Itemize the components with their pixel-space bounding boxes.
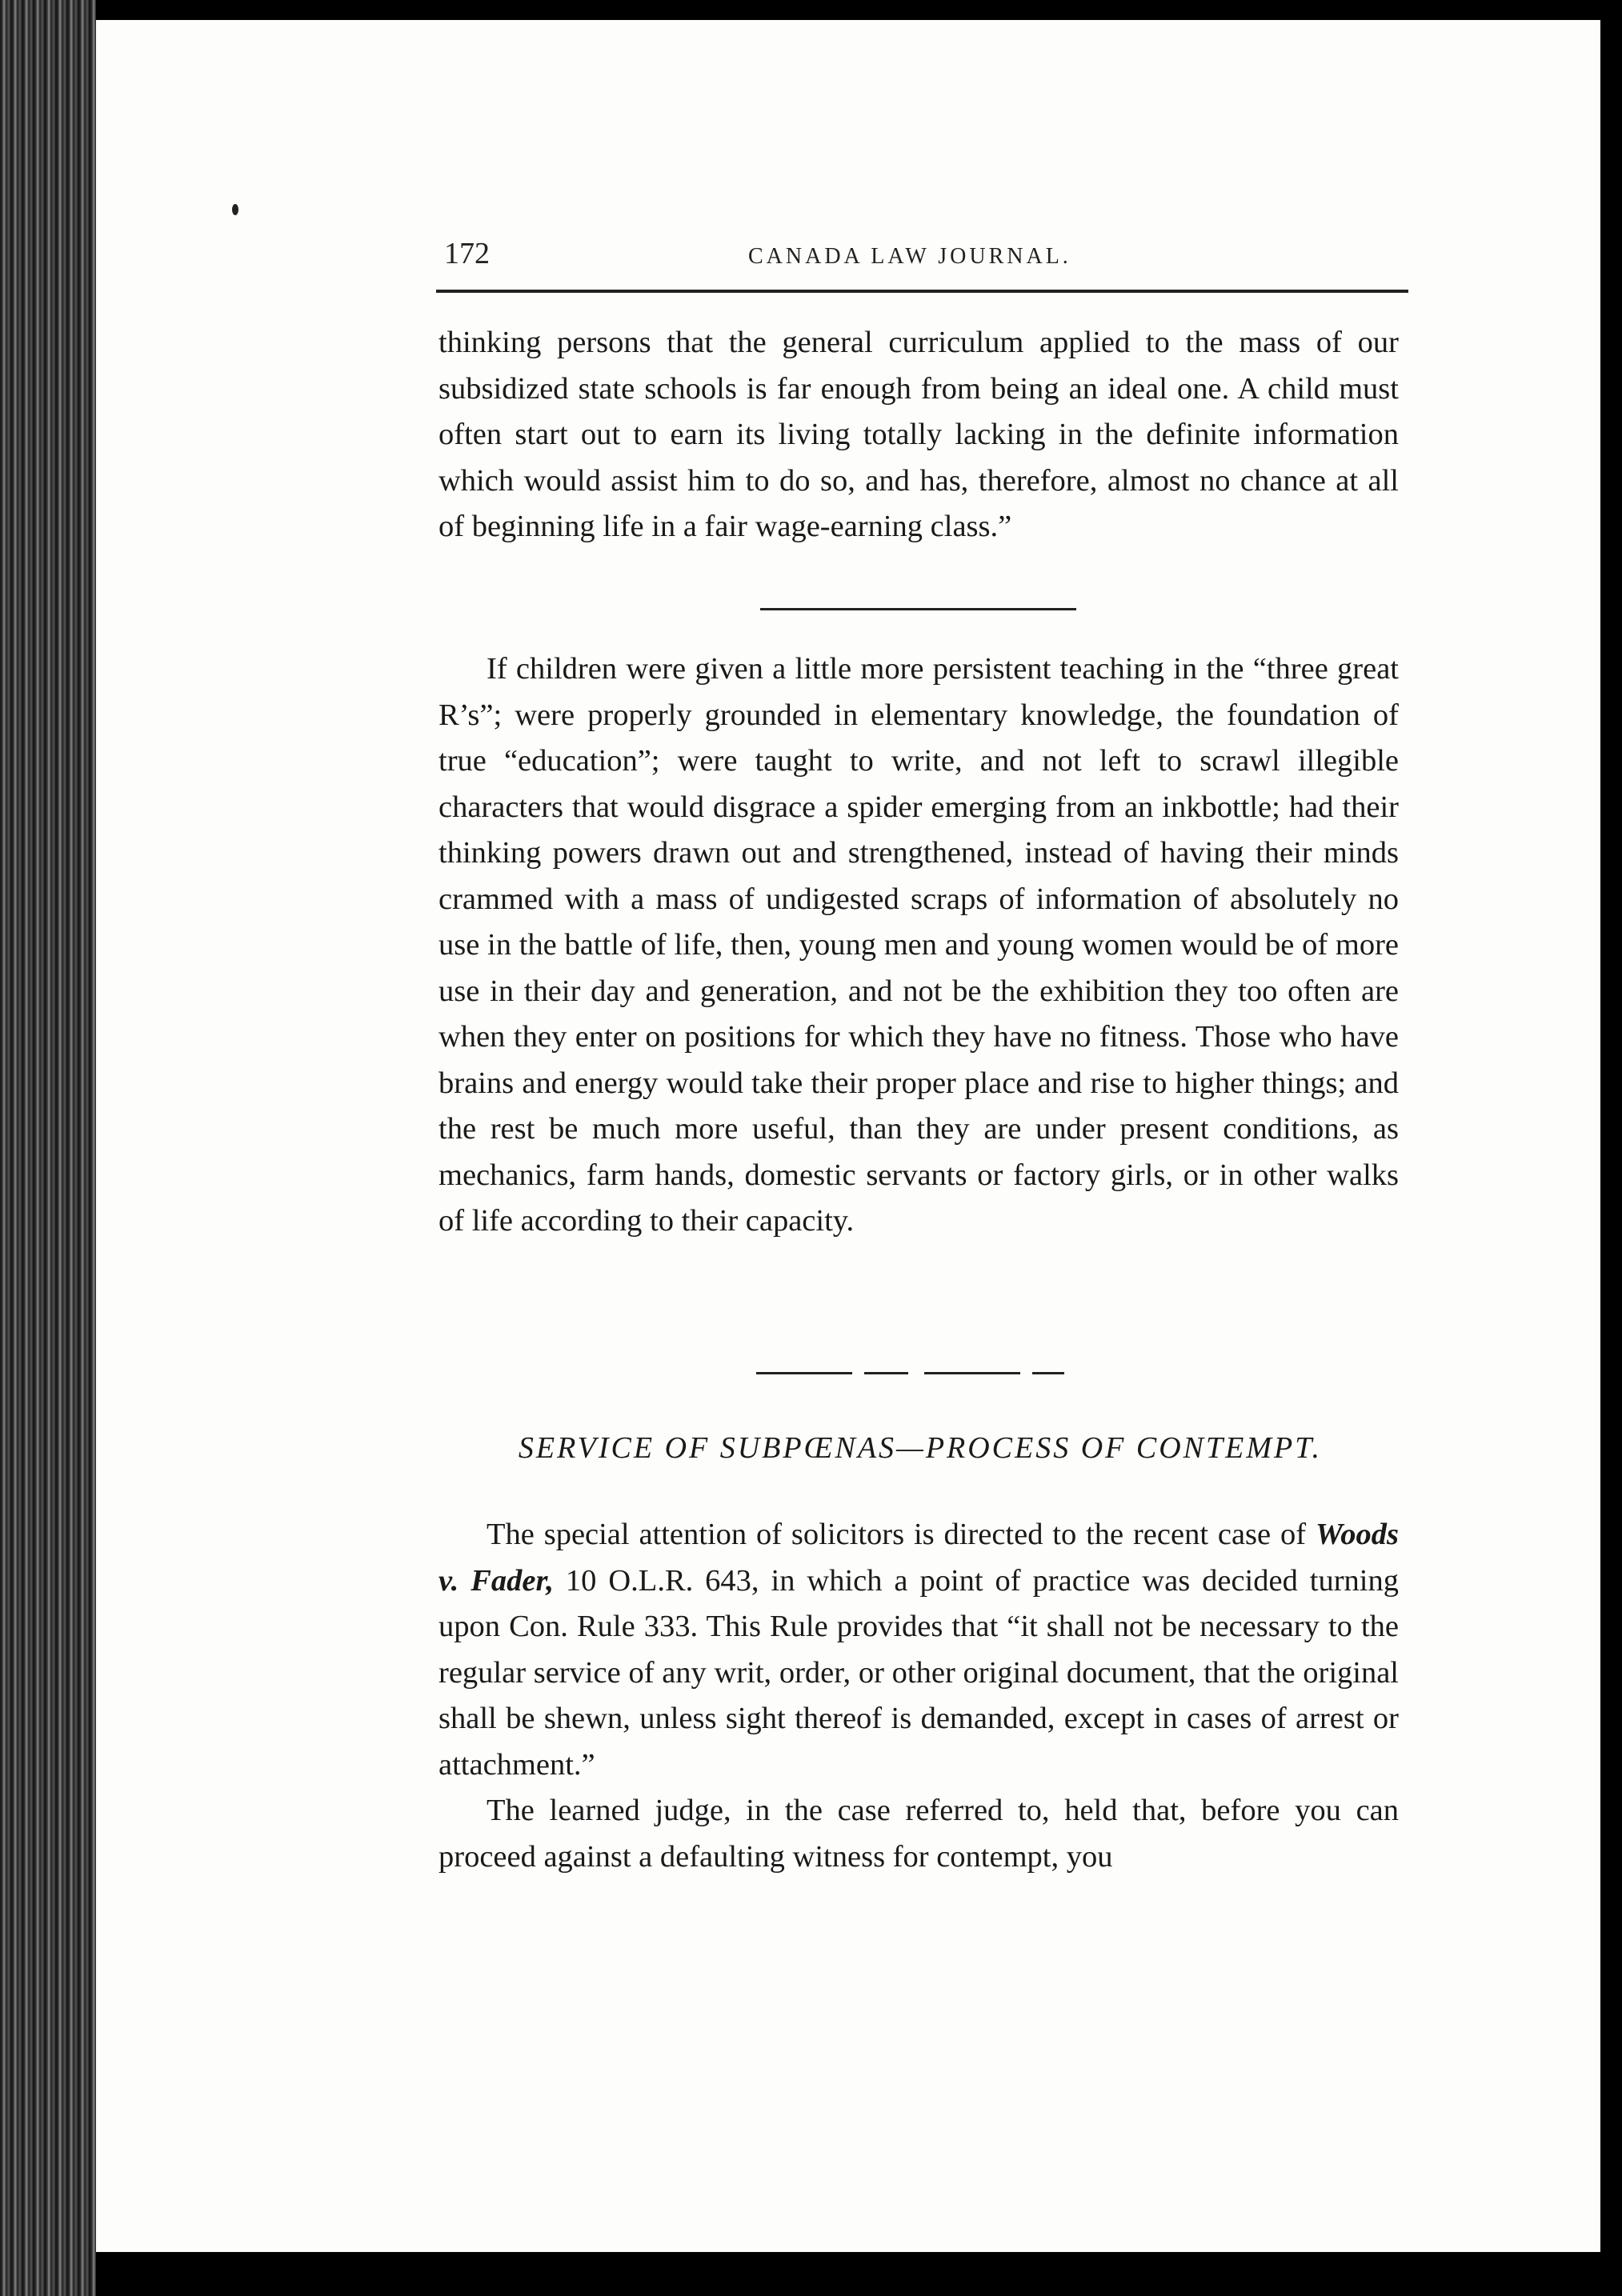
section-separator-rule-broken: [756, 1372, 1064, 1374]
section-heading: SERVICE OF SUBPŒNAS—PROCESS OF CONTEMPT.: [518, 1431, 1323, 1465]
running-head: CANADA LAW JOURNAL.: [748, 244, 1071, 269]
article-body: [439, 1512, 1399, 1880]
case-citation: Woods v. Fader,: [439, 1518, 1399, 1598]
paragraph-special-attention: [439, 1512, 1399, 1788]
page-header: [436, 236, 1408, 284]
section-separator-rule: [760, 608, 1076, 610]
header-rule: [436, 290, 1408, 293]
paragraph-text: 10 O.L.R. 643, in which a point of practice was decided turning upon Con. Rule 333. This Rule provides that “it shall not be necessary to the regular service of any writ, order, or other original document, that the original shall be shewn, unless sight thereof is demanded, except in cases of arrest or attachment.”: [439, 1563, 1399, 1782]
book-binding-edge: [0, 0, 96, 2296]
paragraph-children-teaching: If children were given a little more persistent teaching in the “three great R’s”; were properly grounded in elementary knowledge, the foundation of true “education”; were taught to write, and not left to scrawl illegible characters that would disgrace a spider emerging from an inkbottle; had their thinking powers drawn out and strengthened, instead of having their minds crammed with a mass of undigested scraps of information of absolutely no use in the battle of life, then, young men and young women would be of more use in their day and generation, and not be the exhibition they too often are when they enter on positions for which they have no fitness. Those who have brains and energy would take their proper place and rise to higher things; and the rest be much more useful, than they are under present conditions, as mechanics, farm hands, domestic servants or factory girls, or in other walks of life according to their capacity.: [439, 652, 1399, 1238]
ink-speck: [232, 204, 238, 215]
page-number: 172: [444, 237, 490, 270]
paragraph-text: The special attention of solicitors is directed to the recent case of: [487, 1518, 1316, 1551]
paragraph-learned-judge: The learned judge, in the case referred to, held that, before you can proceed against a defaulting witness for contempt, you: [439, 1794, 1399, 1874]
paragraph-continued: thinking persons that the general curriculum applied to the mass of our subsidized state schools is far enough from being an ideal one. A child must often start out to earn its living totally lacking in the definite information which would assist him to do so, and has, therefore, almost no chance at all of beginning life in a fair wage-earning class.”: [439, 326, 1399, 543]
